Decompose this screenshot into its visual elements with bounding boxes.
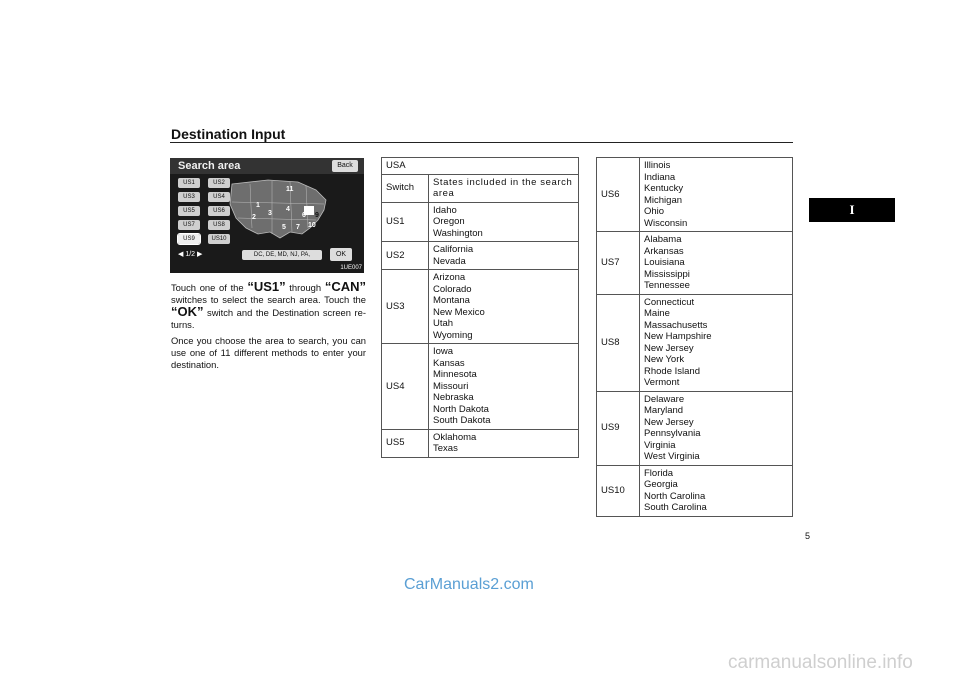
us1-button: US1: [178, 178, 200, 188]
state-name: Florida: [644, 467, 674, 479]
us6-button: US6: [208, 206, 230, 216]
states-cell: [640, 158, 793, 232]
state-name: Nevada: [433, 255, 466, 267]
state-name: Montana: [433, 295, 470, 306]
state-name: Maryland: [644, 405, 684, 416]
state-name: Alabama: [644, 234, 682, 245]
switch-cell: US1: [382, 202, 429, 242]
table-row: [382, 344, 579, 430]
chapter-tab: I: [809, 198, 895, 222]
search-area-screenshot: [170, 158, 364, 273]
switch-cell: US3: [382, 270, 429, 344]
text-run: through: [285, 282, 325, 293]
us10-button: US10: [208, 234, 230, 244]
table-row: [382, 429, 579, 457]
state-name: Michigan: [644, 194, 683, 206]
state-name: New Jersey: [644, 416, 694, 428]
state-name: California: [433, 244, 474, 255]
state-name: Connecticut: [644, 296, 695, 308]
back-button: Back: [332, 160, 358, 172]
state-name: Indiana: [644, 171, 676, 183]
text-run: switches to select the search area. Touch the: [171, 294, 366, 305]
usa-area-table-continued: [596, 157, 793, 517]
us1-switch-name: “US1”: [247, 279, 286, 294]
us9-button: US9: [178, 234, 200, 244]
state-name: Ohio: [644, 206, 665, 217]
pager-label: 1/2: [185, 251, 196, 258]
table-row: [597, 391, 793, 465]
states-cell: [640, 391, 793, 465]
state-name: Illinois: [644, 160, 671, 171]
state-name: Tennessee: [644, 280, 690, 291]
state-name: Delaware: [644, 393, 685, 405]
map-number-4: 4: [286, 206, 290, 213]
map-number-8: 8: [309, 208, 313, 215]
switch-cell: US4: [382, 344, 429, 430]
state-name: Missouri: [433, 380, 469, 392]
state-list-bar: DC, DE, MD, NJ, PA,: [242, 250, 322, 260]
image-code: 1UE007: [340, 265, 362, 271]
us5-button: US5: [178, 206, 200, 216]
switch-cell: US5: [382, 429, 429, 457]
state-name: Vermont: [644, 377, 680, 388]
states-cell: [640, 465, 793, 516]
switch-cell: US2: [382, 242, 429, 270]
state-name: Washington: [433, 227, 483, 239]
us4-button: US4: [208, 192, 230, 202]
state-name: Texas: [433, 443, 458, 454]
state-name: West Virginia: [644, 451, 700, 462]
watermark-top: CarManuals2.com: [404, 576, 534, 593]
usa-map: [228, 176, 330, 242]
text-run: Touch one of the: [171, 282, 248, 293]
us7-button: US7: [178, 220, 200, 230]
state-name: Pennsylvania: [644, 428, 701, 439]
map-number-6: 6: [302, 212, 306, 219]
state-name: North Carolina: [644, 490, 706, 502]
instruction-paragraph: [171, 281, 366, 331]
table-row: [382, 242, 579, 270]
map-number-7: 7: [296, 224, 300, 231]
state-name: Virginia: [644, 439, 676, 451]
state-name: Arizona: [433, 272, 466, 283]
state-name: Kansas: [433, 357, 465, 369]
can-switch-name: “CAN”: [324, 279, 366, 294]
state-name: Idaho: [433, 204, 457, 216]
map-number-10: 10: [308, 222, 316, 229]
column-header-switch: Switch: [382, 174, 429, 202]
state-name: Wyoming: [433, 329, 473, 341]
ok-button: OK: [330, 248, 352, 261]
states-cell: [429, 242, 579, 270]
state-name: Minnesota: [433, 369, 477, 380]
us8-button: US8: [208, 220, 230, 230]
us2-button: US2: [208, 178, 230, 188]
switch-cell: US9: [597, 391, 640, 465]
state-name: Iowa: [433, 346, 454, 357]
state-name: Georgia: [644, 479, 678, 490]
map-number-5: 5: [282, 224, 286, 231]
state-name: Oklahoma: [433, 431, 477, 443]
switch-cell: US6: [597, 158, 640, 232]
methods-paragraph: Once you choose the area to search, you can use one of 11 different methods to enter your destination.: [171, 335, 366, 370]
state-name: Mississippi: [644, 268, 690, 280]
map-number-2: 2: [252, 214, 256, 221]
map-number-11: 11: [286, 186, 294, 193]
screen-title: Search area: [178, 160, 241, 172]
states-cell: [429, 429, 579, 457]
us3-button: US3: [178, 192, 200, 202]
usa-area-table: [381, 157, 579, 458]
title-rule: [170, 142, 793, 143]
page-indicator: ◀ 1/2 ▶: [178, 251, 203, 258]
table-heading: USA: [382, 158, 579, 175]
page-number: 5: [805, 531, 811, 541]
states-cell: [640, 294, 793, 391]
table-row: [597, 465, 793, 516]
table-row: [382, 270, 579, 344]
text-run: switch and the Destination screen re-turns.: [171, 307, 366, 330]
map-number-1: 1: [256, 202, 260, 209]
states-cell: [640, 232, 793, 295]
state-name: Wisconsin: [644, 217, 688, 229]
state-name: North Dakota: [433, 403, 489, 415]
page-title: Destination Input: [171, 126, 286, 142]
state-name: Massachusetts: [644, 319, 708, 331]
state-name: Colorado: [433, 283, 472, 295]
map-number-9: 9: [315, 212, 319, 219]
state-name: New Hampshire: [644, 331, 712, 342]
state-name: South Carolina: [644, 502, 707, 513]
state-name: New Jersey: [644, 342, 694, 354]
state-name: Arkansas: [644, 245, 684, 257]
table-row: [597, 294, 793, 391]
state-name: South Dakota: [433, 415, 491, 426]
table-row: [597, 158, 793, 232]
states-cell: [429, 344, 579, 430]
state-name: Rhode Island: [644, 365, 700, 377]
watermark-bottom: carmanualsonline.info: [728, 652, 913, 673]
switch-cell: US10: [597, 465, 640, 516]
state-name: Oregon: [433, 216, 465, 227]
switch-cell: US8: [597, 294, 640, 391]
state-name: New York: [644, 354, 685, 365]
state-name: Louisiana: [644, 257, 685, 268]
table-row: [382, 202, 579, 242]
ok-switch-name: “OK”: [171, 304, 204, 319]
map-number-3: 3: [268, 210, 272, 217]
table-row: [597, 232, 793, 295]
state-name: Maine: [644, 308, 670, 319]
column-header-states: States included in the search area: [429, 174, 579, 202]
states-cell: [429, 270, 579, 344]
switch-cell: US7: [597, 232, 640, 295]
states-cell: [429, 202, 579, 242]
state-name: Nebraska: [433, 392, 474, 403]
state-name: Utah: [433, 318, 454, 329]
state-name: Kentucky: [644, 183, 684, 194]
state-name: New Mexico: [433, 306, 485, 318]
